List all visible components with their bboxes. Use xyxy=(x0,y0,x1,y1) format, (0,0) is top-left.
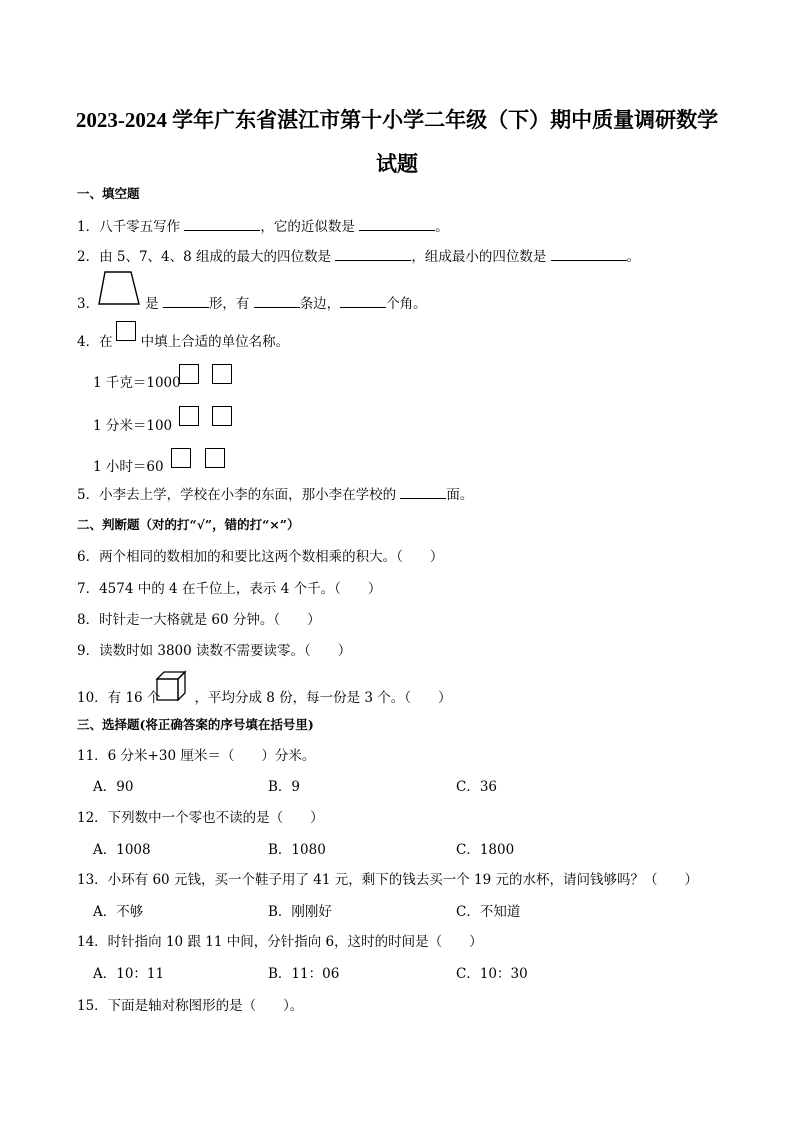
q5-answer-blank[interactable] xyxy=(400,484,446,499)
q2-text-c: 。 xyxy=(626,249,641,265)
q13-option-a[interactable]: A．不够 xyxy=(93,904,144,920)
q3-text-a: 3． xyxy=(77,296,100,312)
q4-row-2-box-2[interactable] xyxy=(212,406,232,426)
q1-answer-blank-1[interactable] xyxy=(184,216,260,231)
question-3 xyxy=(77,293,427,314)
question-7: 7．4574 中的 4 在千位上，表示 4 个千。（ ） xyxy=(77,581,382,597)
q4-row-3-label: 1 小时＝60 xyxy=(93,459,164,475)
q2-answer-blank-2[interactable] xyxy=(551,246,627,261)
q10-text-a: 10．有 16 个 xyxy=(77,690,161,706)
question-1 xyxy=(77,216,449,237)
question-11: 11．6 分米+30 厘米＝（ ）分米。 xyxy=(77,748,316,764)
question-2 xyxy=(77,246,640,267)
q4-row-1-box-2[interactable] xyxy=(212,364,232,384)
q11-option-a[interactable]: A．90 xyxy=(93,779,134,795)
q3-text-b: 是 xyxy=(145,296,159,312)
q14-option-b[interactable]: B．11：06 xyxy=(268,966,340,982)
page-title: 2023-2024 学年广东省湛江市第十小学二年级（下）期中质量调研数学试题 xyxy=(75,108,719,176)
question-4 xyxy=(77,332,289,352)
question-9: 9．读数时如 3800 读数不需要读零。（ ） xyxy=(77,643,352,659)
q2-text-a: 2．由 5、7、4、8 组成的最大的四位数是 xyxy=(77,249,332,265)
q4-row-3-box-1[interactable] xyxy=(171,448,191,468)
q5-text-b: 面。 xyxy=(446,487,474,503)
q12-option-a[interactable]: A．1008 xyxy=(93,842,151,858)
q11-option-b[interactable]: B．9 xyxy=(268,779,301,795)
question-6: 6．两个相同的数相加的和要比这两个数相乘的积大。（ ） xyxy=(77,549,444,565)
q13-option-c[interactable]: C．不知道 xyxy=(456,904,521,920)
q13-option-b[interactable]: B．刚刚好 xyxy=(268,904,332,920)
q1-text-c: 。 xyxy=(435,219,449,235)
q12-option-b[interactable]: B．1080 xyxy=(268,842,326,858)
section-heading-fill-blank: 一、填空题 xyxy=(77,186,140,201)
q12-option-c[interactable]: C．1800 xyxy=(456,842,515,858)
section-heading-true-false: 二、判断题（对的打“√”，错的打“×”） xyxy=(77,517,300,532)
q4-text-b: 中填上合适的单位名称。 xyxy=(140,334,290,350)
question-15: 15．下面是轴对称图形的是（ ）。 xyxy=(77,998,304,1014)
q3-answer-blank-3[interactable] xyxy=(340,293,386,308)
q1-text-a: 1．八千零五写作 xyxy=(77,219,181,235)
q3-answer-blank-2[interactable] xyxy=(254,293,300,308)
question-12: 12．下列数中一个零也不读的是（ ） xyxy=(77,810,324,826)
q4-row-1-box-1[interactable] xyxy=(179,364,199,384)
q3-text-c: 形，有 xyxy=(208,296,250,312)
q4-row-1-label: 1 千克＝1000 xyxy=(93,375,181,391)
q3-text-e: 个角。 xyxy=(386,296,427,312)
q4-row-3-box-2[interactable] xyxy=(205,448,225,468)
question-8: 8．时针走一大格就是 60 分钟。（ ） xyxy=(77,612,321,628)
q14-option-c[interactable]: C．10：30 xyxy=(456,966,528,982)
q10-text-b: ，平均分成 8 份，每一份是 3 个。（ ） xyxy=(194,690,452,706)
q5-text-a: 5．小李去上学，学校在小李的东面，那小李在学校的 xyxy=(77,487,397,503)
q2-answer-blank-1[interactable] xyxy=(335,246,411,261)
q4-text-a: 4．在 xyxy=(77,334,113,350)
question-5 xyxy=(77,484,473,505)
q4-row-2-box-1[interactable] xyxy=(179,406,199,426)
q14-option-a[interactable]: A．10：11 xyxy=(93,966,165,982)
question-10 xyxy=(77,688,452,708)
q1-answer-blank-2[interactable] xyxy=(359,216,435,231)
q2-text-b: ，组成最小的四位数是 xyxy=(411,249,547,265)
q3-text-d: 条边， xyxy=(299,296,341,312)
q11-option-c[interactable]: C．36 xyxy=(456,779,498,795)
q3-answer-blank-1[interactable] xyxy=(163,293,209,308)
q4-row-2-label: 1 分米＝100 xyxy=(93,418,173,434)
section-heading-multiple-choice: 三、选择题(将正确答案的序号填在括号里) xyxy=(77,717,314,732)
q1-text-b: ，它的近似数是 xyxy=(260,219,355,235)
question-14: 14．时针指向 10 跟 11 中间，分针指向 6，这时的时间是（ ） xyxy=(77,934,483,950)
question-13: 13．小环有 60 元钱，买一个鞋子用了 41 元，剩下的钱去买一个 19 元的水杯，请问钱够吗？（ ） xyxy=(77,872,698,888)
